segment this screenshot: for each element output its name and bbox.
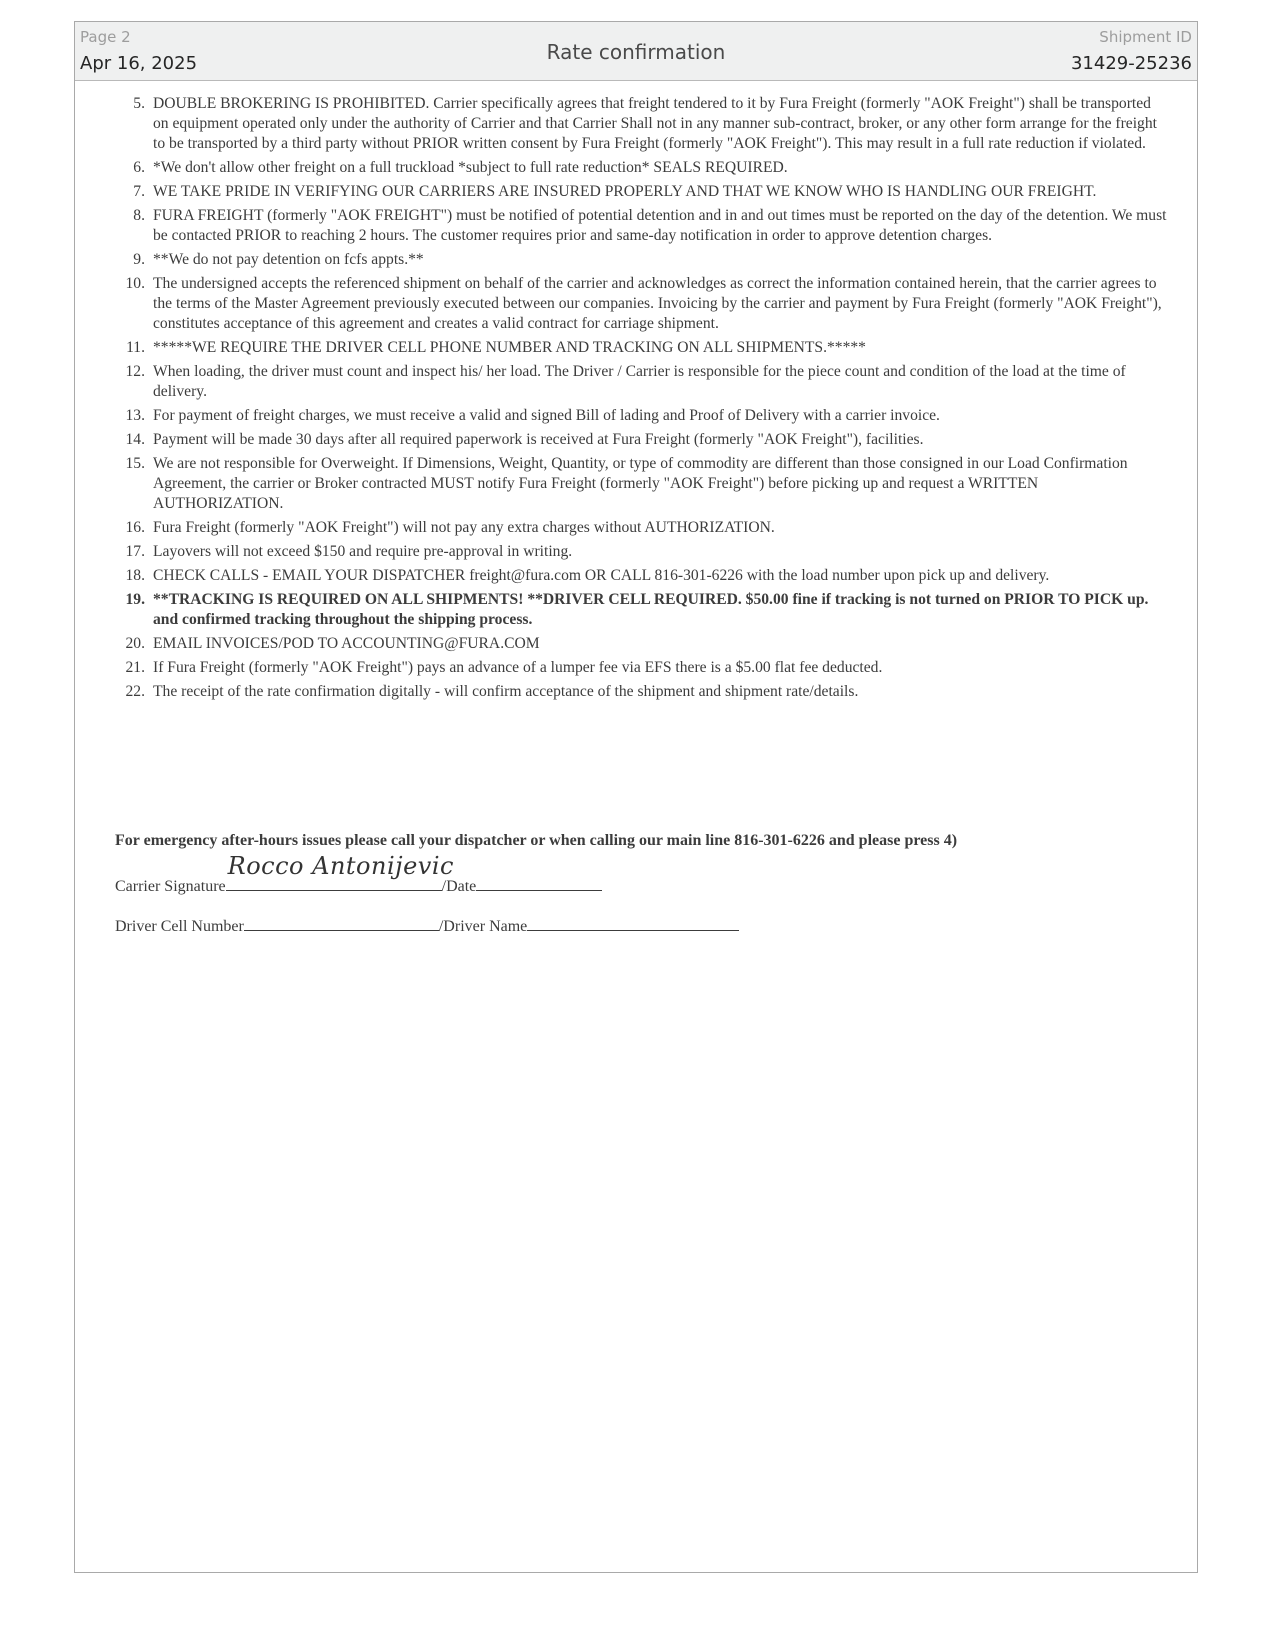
term-item (75, 590, 1199, 630)
term-item (75, 338, 1199, 358)
term-text: **We do not pay detention on fcfs appts.** (153, 251, 424, 268)
term-number: 17. (125, 543, 145, 560)
term-number: 9. (133, 251, 145, 268)
carrier-signature-label: Carrier Signature (115, 878, 226, 895)
term-item (75, 682, 1199, 702)
handwritten-signature: Rocco Antonijevic (227, 852, 454, 880)
term-text: WE TAKE PRIDE IN VERIFYING OUR CARRIERS ARE INSURED PROPERLY AND THAT WE KNOW WHO IS HANDLING OUR FREIGHT. (153, 183, 1097, 200)
term-text: If Fura Freight (formerly "AOK Freight") pays an advance of a lumper fee via EFS there is a $5.00 flat fee deducted. (153, 659, 883, 676)
term-item (75, 274, 1199, 334)
term-item (75, 362, 1199, 402)
term-number: 11. (126, 339, 145, 356)
term-item (75, 94, 1199, 154)
term-number: 20. (125, 635, 145, 652)
term-number: 5. (133, 95, 145, 112)
term-text: DOUBLE BROKERING IS PROHIBITED. Carrier specifically agrees that freight tendered to it by Fura Freight (formerly "AOK Freight") shall be transported on equipment operated only under the authority of Carrier and that Carrier Shall not in any manner sub-contract, broker, or any other form arrange for the freight to be transported by a third party without PRIOR written consent by Fura Freight (formerly "AOK Freight"). This may result in a full rate reduction if violated. (153, 95, 1157, 152)
term-text: Layovers will not exceed $150 and require pre-approval in writing. (153, 543, 573, 560)
term-number: 12. (125, 363, 145, 380)
document-date: Apr 16, 2025 (80, 53, 198, 74)
term-text: For payment of freight charges, we must receive a valid and signed Bill of lading and Proof of Delivery with a carrier invoice. (153, 407, 940, 424)
term-item (75, 206, 1199, 246)
term-number: 14. (125, 431, 145, 448)
date-field[interactable] (476, 872, 602, 891)
term-number: 15. (125, 455, 145, 472)
emergency-note: For emergency after-hours issues please call your dispatcher or when calling our main line 816-301-6226 and please press 4) (115, 832, 958, 849)
term-text: We are not responsible for Overweight. If Dimensions, Weight, Quantity, or type of commodity are different than those consigned in our Load Confirmation Agreement, the carrier or Broker contracted MUST notify Fura Freight (formerly "AOK Freight") before picking up and request a WRITTEN AUTHORIZATION. (153, 455, 1128, 512)
term-text: *We don't allow other freight on a full truckload *subject to full rate reduction* SEALS REQUIRED. (153, 159, 788, 176)
term-number: 21. (125, 659, 145, 676)
term-item (75, 542, 1199, 562)
date-label: /Date (441, 878, 477, 895)
carrier-signature-field[interactable] (226, 852, 454, 891)
term-text: EMAIL INVOICES/POD TO ACCOUNTING@FURA.COM (153, 635, 540, 652)
term-text: Payment will be made 30 days after all required paperwork is received at Fura Freight (formerly "AOK Freight"), facilities. (153, 431, 924, 448)
term-item (75, 430, 1199, 450)
term-item (75, 182, 1199, 202)
term-number: 19. (125, 591, 145, 608)
term-item (75, 634, 1199, 654)
driver-name-field[interactable] (527, 912, 739, 931)
term-number: 10. (125, 275, 145, 292)
term-text: FURA FREIGHT (formerly "AOK FREIGHT") must be notified of potential detention and in and out times must be reported on the day of the detention. We must be contacted PRIOR to reaching 2 hours. The customer requires prior and same-day notification in order to approve detention charges. (153, 207, 1167, 244)
term-text: The undersigned accepts the referenced shipment on behalf of the carrier and acknowledges as correct the information contained herein, that the carrier agrees to the terms of the Master Agreement previously executed between our companies. Invoicing by the carrier and payment by Fura Freight (formerly "AOK Freight"), constitutes acceptance of this agreement and creates a valid contract for carriage shipment. (153, 275, 1162, 332)
terms-list (75, 94, 1199, 706)
term-text: *****WE REQUIRE THE DRIVER CELL PHONE NUMBER AND TRACKING ON ALL SHIPMENTS.***** (153, 339, 866, 356)
term-item (75, 658, 1199, 678)
term-number: 13. (125, 407, 145, 424)
term-number: 8. (133, 207, 145, 224)
document-header (75, 22, 1197, 81)
term-text: **TRACKING IS REQUIRED ON ALL SHIPMENTS! **DRIVER CELL REQUIRED. $50.00 fine if tracking is not turned on PRIOR TO PICK up. and confirmed tracking throughout the shipping process. (153, 591, 1149, 628)
shipment-id-value: 31429-25236 (1070, 53, 1192, 74)
document-title: Rate confirmation (546, 40, 726, 64)
driver-cell-label: Driver Cell Number (115, 918, 244, 935)
term-text: When loading, the driver must count and inspect his/ her load. The Driver / Carrier is responsible for the piece count and condition of the load at the time of delivery. (153, 363, 1126, 400)
term-item (75, 250, 1199, 270)
document-page (74, 21, 1198, 1573)
carrier-signature-row (115, 852, 602, 896)
term-number: 16. (125, 519, 145, 536)
term-item (75, 454, 1199, 514)
term-number: 6. (133, 159, 145, 176)
term-text: The receipt of the rate confirmation digitally - will confirm acceptance of the shipment and shipment rate/details. (153, 683, 859, 700)
driver-name-label: /Driver Name (438, 918, 528, 935)
term-item (75, 158, 1199, 178)
term-number: 18. (125, 567, 145, 584)
term-number: 7. (133, 183, 145, 200)
term-text: Fura Freight (formerly "AOK Freight") will not pay any extra charges without AUTHORIZATION. (153, 519, 775, 536)
term-item (75, 406, 1199, 426)
driver-info-row (115, 912, 739, 936)
driver-cell-field[interactable] (244, 912, 439, 931)
term-text: CHECK CALLS - EMAIL YOUR DISPATCHER freight@fura.com OR CALL 816-301-6226 with the load number upon pick up and delivery. (153, 567, 1050, 584)
term-item (75, 518, 1199, 538)
term-item (75, 566, 1199, 586)
page-label: Page 2 (80, 28, 131, 46)
shipment-id-label: Shipment ID (1099, 28, 1192, 46)
term-number: 22. (125, 683, 145, 700)
